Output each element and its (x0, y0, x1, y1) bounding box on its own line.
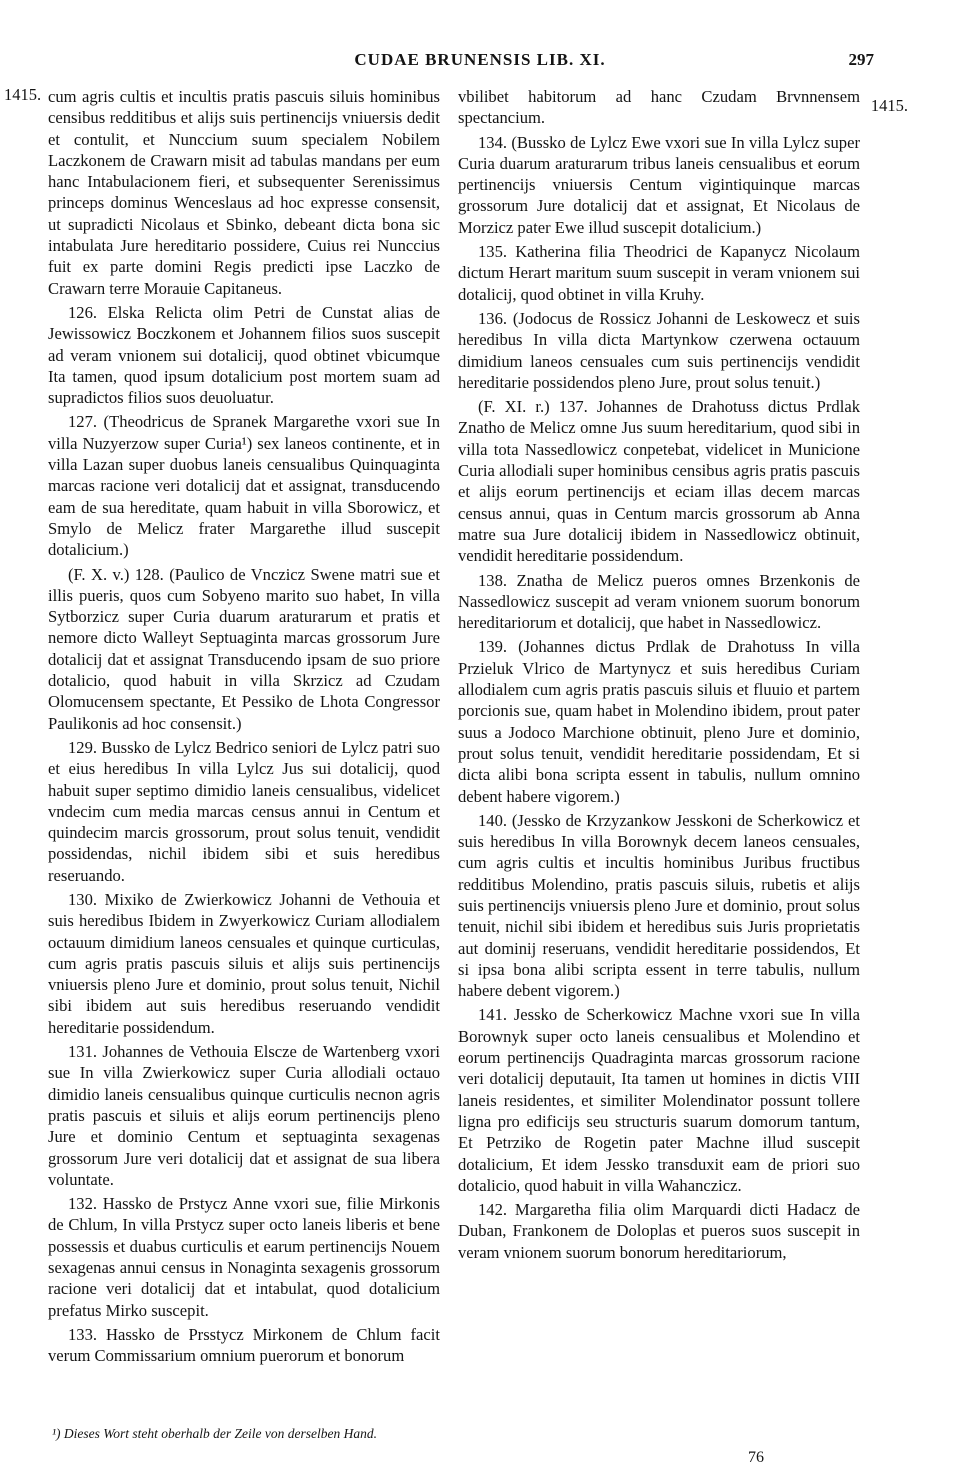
running-title: CUDAE BRUNENSIS LIB. XI. (354, 50, 606, 69)
paragraph-130: 130. Mixiko de Zwierkowicz Johanni de Vethouia et suis heredibus Ibidem in Zwyerkowicz Curiam allodialem octauum dimidium laneos censuales et quinque curticulas, cum agris pratis pascuis siluis et alijs suis pertinencijs vniuersis pleno Jure et dominio, prout solus tenuit, Nichil sibi ibidem aut suis heredibus reseruando vendidit hereditarie possidendum. (48, 889, 440, 1037)
right-column (458, 86, 860, 1263)
paragraph-142: 142. Margaretha filia olim Marquardi dicti Hadacz de Duban, Frankonem de Doloplas et pueros suos suscepit in veram vnionem suorum bonorum hereditariorum, (458, 1200, 860, 1262)
paragraph-129: 129. Bussko de Lylcz Bedrico seniori de Lylcz patri suo et eius heredibus In villa Lylcz Jus sui dotalicij, quod habuit super septimo dimidio laneis censualibus, videlicet vndecim cum media marcas census annui in Centum et quindecim marcis grossorum, prout solus tenuit, vendidit possidendas, nichil ibidem sibi et suis heredibus reseruando. (48, 737, 440, 885)
paragraph-138: 138. Znatha de Melicz pueros omnes Brzenkonis de Nassedlowicz suscepit ad veram vnionem suorum bonorum hereditariorum et dotalicij, que habet in Nassedlowicz. (458, 570, 860, 633)
page-header (0, 50, 960, 72)
paragraph-135: 135. Katherina filia Theodrici de Kapanycz Nicolaum dictum Herart maritum suum suscepit in veram vnionem sui dotalicij, quod obtinet in villa Kruhy. (458, 242, 860, 304)
paragraph-127: 127. (Theodricus de Spranek Margarethe vxori sue In villa Nuzyerzow super Curia¹) sex laneos continente, et in villa Lazan super duobus laneis censualibus Quinquaginta marcas racione veri dotalicij dat et assignat, transducendo eam de sua hereditate, quam habuit in villa Sborowicz, et Smylo de Melicz frater Margarethe illud suscepit dotalicium.) (48, 412, 440, 560)
paragraph-126: 126. Elska Relicta olim Petri de Cunstat alias de Jewissowicz Boczkonem et Johannem filios suos suscepit ad veram vnionem sui dotalicij, quod obtinet vbicumque Ita tamen, quod ipsum dotalicium post mortem suam ad supradictos filios suos deuoluatur. (48, 302, 440, 408)
paragraph-131: 131. Johannes de Vethouia Elscze de Wartenberg vxori sue In villa Zwierkowicz super Curia allodiali octauo dimidio laneis censualibus quinque curticulis necnon agris pratis pascuis et siluis et alijs eorum pertinencijs pleno Jure et dominio Centum et septuaginta sexagenas grossorum Jure veri dotalicij dat et assignat de sua libera voluntate. (48, 1042, 440, 1189)
paragraph-141: 141. Jessko de Scherkowicz Machne vxori sue In villa Borownyk super octo laneis censualibus et Molendino et eorum pertinencijs Quadraginta marcas grossorum racione veri dotalicij deputauit, Ita tamen ut homines in dictis VIII laneis residentes, et similiter Molendinator possunt tollere ligna pro edificijs seu structuris suarum domorum tantum, Et Petrziko de Rogetin pater Machne illud suscepit dotalicium, Et idem Jessko transduxit eam de priori suo dotalicio, quod habuit in villa Wahanczicz. (458, 1005, 860, 1195)
page-number: 297 (848, 50, 874, 69)
paragraph-137: (F. XI. r.) 137. Johannes de Drahotuss dictus Prdlak Znatho de Melicz omne Jus suum hereditarium, quod sibi in villa tota Nassedlowicz conpetebat, videlicet in Municione Curia allodiali super hominibus censibus agris pratis pascuis et alijs eorum pertinencijs et eciam illas decem marcas census annui, quas in Centum marcis grossorum ab Anna matre sua Jure dotalicij ibidem in Nassedlowicz obtinuit, vendidit hereditarie possidendum. (458, 397, 860, 566)
left-column (48, 86, 440, 1367)
paragraph-134: 134. (Bussko de Lylcz Ewe vxori sue In villa Lylcz super Curia duarum araturarum tribus laneis censualibus et eorum pertinencijs vniuersis Centum vigintiquinque marcas grossorum Jure dotalicij dat et assignat, Et Nicolaus de Morzicz pater Ewe illud suscepit dotalicium.) (458, 132, 860, 237)
footnote: ¹) Dieses Wort steht oberhalb der Zeile von derselben Hand. (52, 1426, 378, 1441)
paragraph-133: 133. Hassko de Prsstycz Mirkonem de Chlum facit verum Commissarium omnium puerorum et bonorum (48, 1324, 440, 1366)
paragraph-139: 139. (Johannes dictus Prdlak de Drahotuss In villa Przieluk Vlrico de Martynycz et suis heredibus Curiam allodialem cum agris pratis pascuis siluis et fluuio et partem porcionis sue, quam habet in Molendino ibidem, prout pater suus a Jodoco Marchione obtinuit, pleno Jure et dominio, prout solus tenuit, vendidit hereditarie possidendam, Et si dicta alibi bona scripta essent in tabulis, nullum omnino debent habere vigorem.) (458, 637, 860, 806)
paragraph-136: 136. (Jodocus de Rossicz Johanni de Leskowecz et suis heredibus In villa dicta Martynkow czerwena octauum dimidium laneos censuales cum suis pertinencijs vendidit hereditarie possidendos pleno Jure, prout solus tenuit.) (458, 308, 860, 392)
margin-year-left: 1415. (4, 85, 42, 104)
paragraph-133-end: vbilibet habitorum ad hanc Czudam Brvnnensem spectancium. (458, 87, 860, 128)
signature-mark: 76 (748, 1449, 764, 1466)
paragraph-128: (F. X. v.) 128. (Paulico de Vnczicz Swene matri sue et illis pueris, quos cum Sobyeno marito suo habet, In villa Sytborzicz super Curia duarum araturarum et pratis et nemore dicto Walleyt Septuaginta marcas grossorum Jure dotalicij dat et assignat Transducendo ipsam de suo priore dotalicio, quod habuit in villa Skrzicz ad Czudam Olomucensem spectante, Et Pessiko de Lhota Congressor Paulikonis ad hoc consensit.) (48, 564, 440, 733)
paragraph-132: 132. Hassko de Prstycz Anne vxori sue, filie Mirkonis de Chlum, In villa Prstycz super octo laneis liberis et bene possessis et duabus curticulis et earum pertinencijs Nouem sexagenas annui census in Nonaginta sexagenis grossorum racione veri dotalicij dat et intabulat, quod dotalicium prefatus Mirko suscepit. (48, 1194, 440, 1320)
paragraph-continuation: cum agris cultis et incultis pratis pascuis siluis hominibus censibus redditibus et alijs suis pertinencijs vniuersis dedit et contulit, et Nunccium suum specialem Nobilem Laczkonem de Crawarn misit ad tabulas mandans per eum hanc Intabulacionem fieri, et subsequenter Serenissimus princeps dominus Wenceslaus ad hoc expresse consensit, ut supradicti Nicolaus et Sbinko, debeant dicta bona sic intabulata Jure hereditario possidere, Cuius rei Nunccius fuit ex parte domini Regis predicti ipse Laczko de Crawarn terre Morauie Capitaneus. (48, 87, 440, 298)
paragraph-140: 140. (Jessko de Krzyzankow Jesskoni de Scherkowicz et suis heredibus In villa Borownyk decem laneos censuales, cum agris cultis et incultis hominibus Juribus fructibus redditibus Molendino, pratis pascuis siluis, rubetis et alijs suis pertinencijs vniuersis pleno Jure et dominio, prout solus tenuit, nichil sibi ibidem et heredibus suis Juris proprietatis aut dominij reseruans, vendidit hereditarie possidendos, Et si ipsa bona alibi scripta essent in terre tabulis, nullum habere debent vigorem.) (458, 810, 860, 1001)
margin-year-right: 1415. (870, 96, 908, 115)
